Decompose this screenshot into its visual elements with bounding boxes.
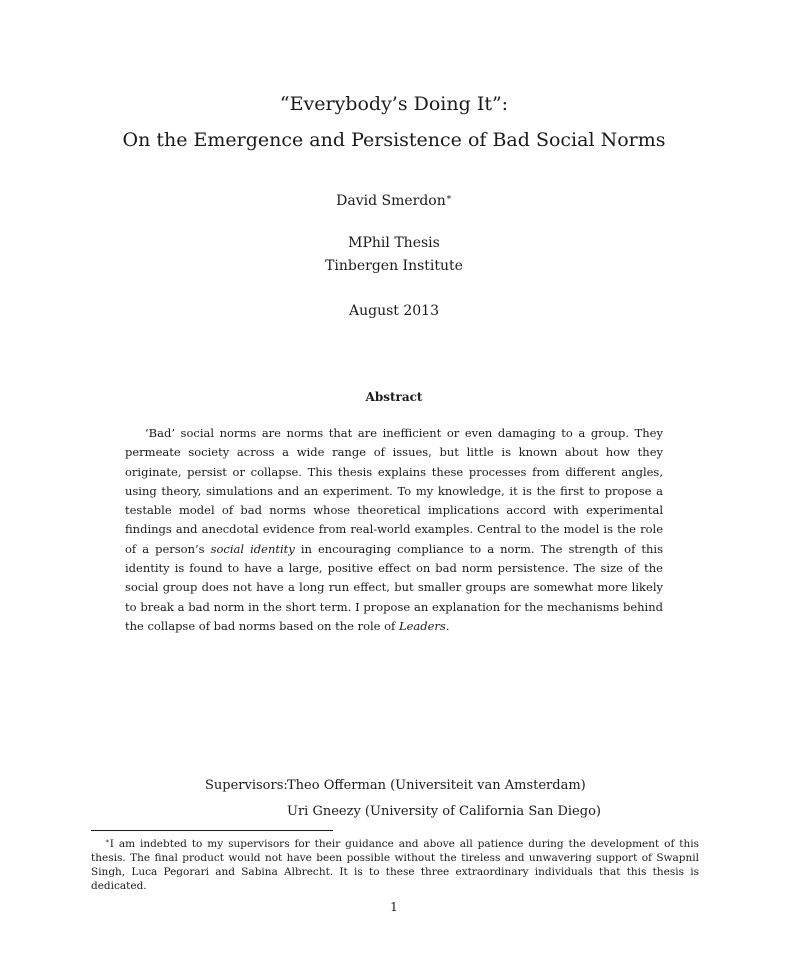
date: August 2013 <box>349 303 439 319</box>
abstract-paragraph <box>125 424 663 636</box>
footnote-rule <box>91 830 333 831</box>
abstract-body <box>125 424 663 636</box>
abstract-text-2: in encouraging compliance to a norm. The strength of this identity is found to have a large, positive effect on bad norm persistence. The size of the social group does not have a long run effect, but smaller groups are somewhat more likely to break a bad norm in the short term. I propose an explanation for the mechanisms behind the collapse of bad norms based on the role of <box>125 541 663 633</box>
abstract-text-1: ‘Bad’ social norms are norms that are inefficient or even damaging to a group. They permeate society across a wide range of issues, but little is known about how they originate, persist or collapse. This thesis explains these processes from different angles, using theory, simulations and an experiment. To my knowledge, it is the first to propose a testable model of bad norms whose theoretical implications accord with experimental findings and anecdotal evidence from real-world examples. Central to the model is the role of a person’s <box>125 426 663 556</box>
abstract-text-3: . <box>445 618 450 633</box>
abstract-heading: Abstract <box>365 390 423 404</box>
title-line-1: “Everybody’s Doing It”: <box>279 93 509 115</box>
author <box>0 188 788 211</box>
supervisor-2: Uri Gneezy (University of California San Diego) <box>287 804 601 819</box>
supervisor-1: Theo Offerman (Universiteit van Amsterdam) <box>287 778 586 793</box>
footnote-text: I am indebted to my supervisors for their guidance and above all patience during the development of this thesis. The final product would not have been possible without the tireless and unwavering support of Swapnil Singh, Luca Pegorari and Sabina Albrecht. It is to these three extraordinary individuals that this thesis is dedicated. <box>91 838 699 892</box>
author-footnote-mark: ∗ <box>445 193 452 203</box>
institution: Tinbergen Institute <box>325 258 463 274</box>
footnote-mark: ∗ <box>105 837 110 845</box>
footnote <box>91 834 699 893</box>
abstract-emphasis-2: Leaders <box>398 618 446 633</box>
abstract-emphasis-1: social identity <box>210 541 295 556</box>
supervisors-label: Supervisors: <box>205 778 288 793</box>
degree: MPhil Thesis <box>348 235 440 251</box>
author-name: David Smerdon <box>336 193 446 209</box>
page-number: 1 <box>390 900 398 914</box>
footnote-paragraph <box>91 834 699 893</box>
title-line-2: On the Emergence and Persistence of Bad Social Norms <box>122 129 666 151</box>
